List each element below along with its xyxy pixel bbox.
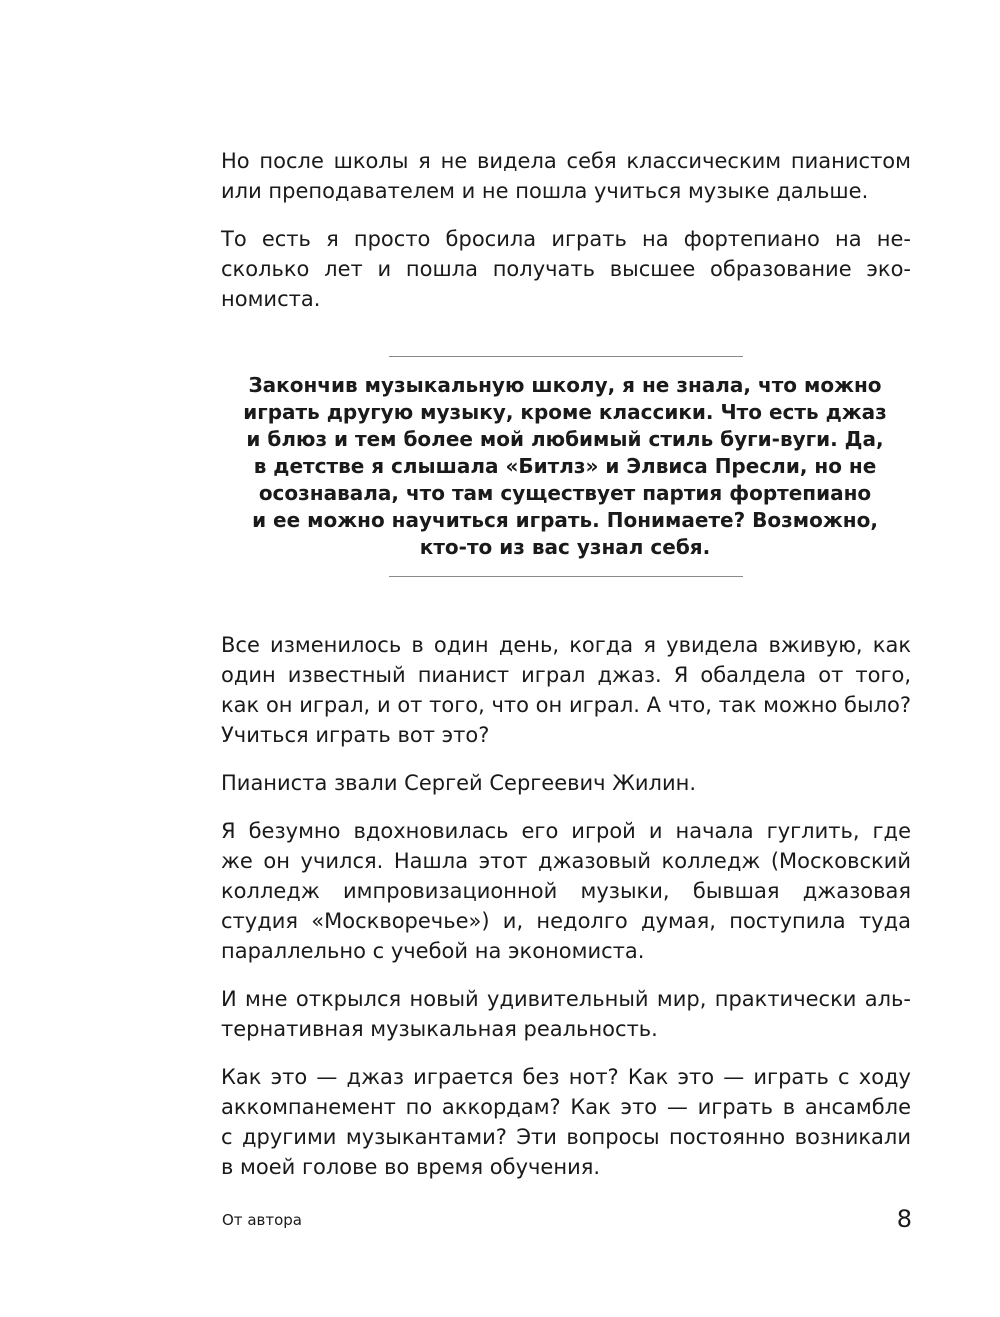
text-line: Все изменилось в один день, когда я увидела вживую, как — [221, 633, 911, 657]
bottom-text-block — [221, 630, 911, 1200]
text-line: тернативная музыкальная реальность. — [221, 1017, 658, 1041]
quote-line: и блюз и тем более мой любимый стиль буги-вуги. Да, — [246, 427, 884, 451]
paragraph — [221, 768, 911, 798]
paragraph — [221, 630, 911, 750]
text-line: же он учился. Нашла этот джазовый колледж (Московский — [221, 849, 911, 873]
pull-quote — [200, 372, 930, 561]
text-line: Как это — джаз играется без нот? Как это — играть с ходу — [221, 1065, 911, 1089]
paragraph — [221, 816, 911, 966]
text-line: или преподавателем и не пошла учиться музыке дальше. — [221, 179, 869, 203]
quote-top-divider — [389, 356, 743, 357]
paragraph — [221, 224, 911, 314]
quote-line: осознавала, что там существует партия фортепиано — [258, 481, 872, 505]
text-line: с другими музыкантами? Эти вопросы постоянно возникали — [221, 1125, 911, 1149]
page-number: 8 — [896, 1205, 912, 1233]
text-line: Учиться играть вот это? — [221, 723, 490, 747]
text-line: Но после школы я не видела себя классическим пианистом — [221, 149, 911, 173]
text-line: аккомпанемент по аккордам? Как это — играть в ансамбле — [221, 1095, 911, 1119]
paragraph — [221, 146, 911, 206]
text-line: Пианиста звали Сергей Сергеевич Жилин. — [221, 771, 696, 795]
text-line: студия «Москворечье») и, недолго думая, поступила туда — [221, 909, 911, 933]
text-line: сколько лет и пошла получать высшее образование эко- — [221, 257, 911, 281]
paragraph — [221, 984, 911, 1044]
quote-line: Закончив музыкальную школу, я не знала, что можно — [248, 373, 882, 397]
quote-line: играть другую музыку, кроме классики. Что есть джаз — [243, 400, 887, 424]
quote-bottom-divider — [389, 576, 743, 577]
text-line: один известный пианист играл джаз. Я обалдела от того, — [221, 663, 911, 687]
text-line: как он играл, и от того, что он играл. А что, так можно было? — [221, 693, 911, 717]
text-line: колледж импровизационной музыки, бывшая джазовая — [221, 879, 911, 903]
top-text-block — [221, 146, 911, 332]
text-line: параллельно с учебой на экономиста. — [221, 939, 645, 963]
text-line: номиста. — [221, 287, 321, 311]
paragraph — [221, 1062, 911, 1182]
quote-line: в детстве я слышала «Битлз» и Элвиса Пресли, но не — [253, 454, 877, 478]
text-line: Я безумно вдохновилась его игрой и начала гуглить, где — [221, 819, 911, 843]
text-line: И мне открылся новый удивительный мир, практически аль- — [221, 987, 911, 1011]
section-label: От автора — [222, 1211, 302, 1229]
quote-line: кто-то из вас узнал себя. — [419, 535, 711, 559]
quote-line: и ее можно научиться играть. Понимаете? Возможно, — [252, 508, 878, 532]
text-line: в моей голове во время обучения. — [221, 1155, 601, 1179]
text-line: То есть я просто бросила играть на фортепиано на не- — [221, 227, 911, 251]
